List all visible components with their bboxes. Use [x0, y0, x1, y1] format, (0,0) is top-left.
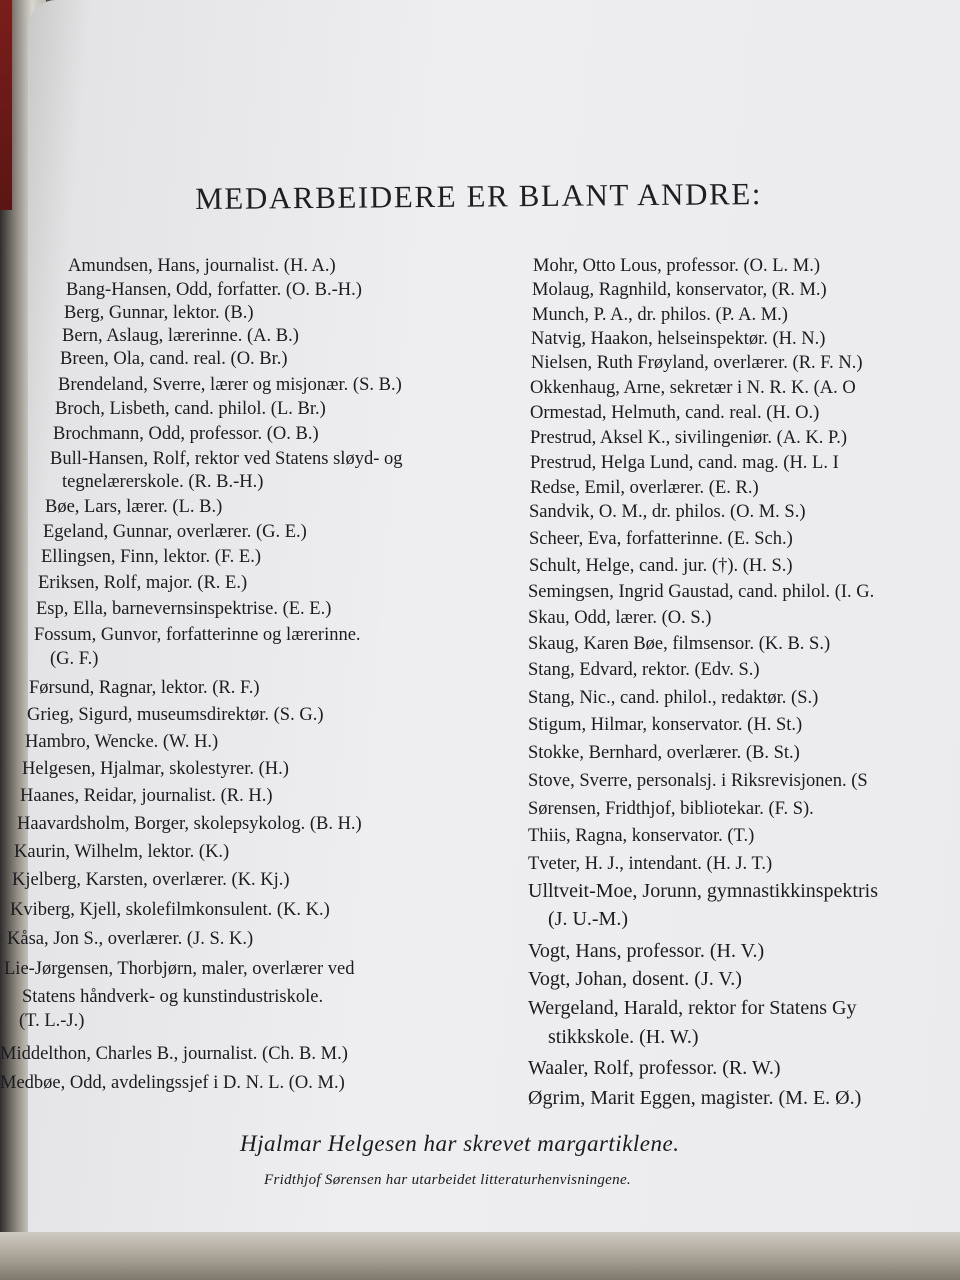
right-column-entry: Sandvik, O. M., dr. philos. (O. M. S.): [529, 502, 806, 522]
right-column-entry: Skaug, Karen Bøe, filmsensor. (K. B. S.): [528, 634, 831, 654]
left-column-entry: Breen, Ola, cand. real. (O. Br.): [60, 349, 288, 369]
right-column-entry: (J. U.-M.): [548, 908, 628, 930]
page-title: MEDARBEIDERE ER BLANT ANDRE:: [195, 176, 763, 216]
right-column-entry: Thiis, Ragna, konservator. (T.): [528, 826, 755, 846]
left-column-entry: Berg, Gunnar, lektor. (B.): [64, 303, 254, 323]
right-column-entry: Skau, Odd, lærer. (O. S.): [528, 608, 712, 628]
right-column-entry: Natvig, Haakon, helseinspektør. (H. N.): [531, 329, 826, 349]
left-column-entry: Amundsen, Hans, journalist. (H. A.): [68, 256, 336, 276]
right-column-entry: Stove, Sverre, personalsj. i Riksrevisjonen. (S: [528, 771, 868, 791]
left-column-entry: Esp, Ella, barnevernsinspektrise. (E. E.): [36, 599, 332, 619]
left-column-entry: Middelthon, Charles B., journalist. (Ch. B. M.): [0, 1044, 348, 1064]
left-column-entry: Broch, Lisbeth, cand. philol. (L. Br.): [55, 399, 326, 419]
right-column-entry: Redse, Emil, overlærer. (E. R.): [530, 478, 759, 498]
right-column-entry: Mohr, Otto Lous, professor. (O. L. M.): [533, 256, 821, 276]
left-column-entry: Egeland, Gunnar, overlærer. (G. E.): [43, 522, 307, 542]
left-column-entry: Helgesen, Hjalmar, skolestyrer. (H.): [22, 759, 289, 779]
right-column-entry: Stang, Edvard, rektor. (Edv. S.): [528, 660, 760, 680]
left-column-entry: Haavardsholm, Borger, skolepsykolog. (B. H.): [17, 814, 362, 834]
right-column-entry: Prestrud, Helga Lund, cand. mag. (H. L. I: [530, 453, 839, 473]
left-column-entry: Kaurin, Wilhelm, lektor. (K.): [14, 842, 230, 862]
left-column-entry: Kåsa, Jon S., overlærer. (J. S. K.): [7, 929, 254, 949]
right-column-entry: Nielsen, Ruth Frøyland, overlærer. (R. F. N.): [531, 353, 863, 373]
right-column-entry: Ormestad, Helmuth, cand. real. (H. O.): [530, 403, 820, 423]
left-column-entry: Fossum, Gunvor, forfatterinne og lærerinne.: [34, 625, 361, 645]
right-column-entry: Prestrud, Aksel K., sivilingeniør. (A. K. P.): [530, 428, 848, 448]
table-surface: [0, 1232, 960, 1280]
right-column-entry: Vogt, Johan, dosent. (J. V.): [528, 968, 742, 990]
right-column-entry: Munch, P. A., dr. philos. (P. A. M.): [532, 305, 788, 325]
right-column-entry: Vogt, Hans, professor. (H. V.): [528, 940, 765, 962]
left-column-entry: Bøe, Lars, lærer. (L. B.): [45, 497, 223, 517]
right-column-entry: Scheer, Eva, forfatterinne. (E. Sch.): [529, 529, 793, 549]
right-column-entry: Øgrim, Marit Eggen, magister. (M. E. Ø.): [528, 1087, 862, 1109]
book-cover-edge: [0, 0, 12, 210]
left-column-entry: Bang-Hansen, Odd, forfatter. (O. B.-H.): [66, 280, 362, 300]
left-column-entry: Brochmann, Odd, professor. (O. B.): [53, 424, 319, 444]
left-column-entry: Brendeland, Sverre, lærer og misjonær. (S. B.): [58, 375, 402, 395]
right-column-entry: Stang, Nic., cand. philol., redaktør. (S.): [528, 688, 819, 708]
footer-note-secondary: Fridthjof Sørensen har utarbeidet litteraturhenvisningene.: [264, 1172, 631, 1188]
left-column-entry: Bull-Hansen, Rolf, rektor ved Statens sløyd- og: [50, 449, 403, 469]
footer-note-primary: Hjalmar Helgesen har skrevet margartiklene.: [240, 1131, 680, 1156]
left-column-entry: Ellingsen, Finn, lektor. (F. E.): [41, 547, 261, 567]
left-column-entry: Eriksen, Rolf, major. (R. E.): [38, 573, 248, 593]
left-column-entry: Medbøe, Odd, avdelingssjef i D. N. L. (O. M.): [0, 1073, 345, 1093]
left-column-entry: Kjelberg, Karsten, overlærer. (K. Kj.): [12, 870, 290, 890]
right-column-entry: Tveter, H. J., intendant. (H. J. T.): [528, 854, 773, 874]
right-column-entry: Schult, Helge, cand. jur. (†). (H. S.): [529, 556, 793, 576]
right-column-entry: Stokke, Bernhard, overlærer. (B. St.): [528, 743, 800, 763]
left-column-entry: Grieg, Sigurd, museumsdirektør. (S. G.): [27, 705, 324, 725]
right-column-entry: stikkskole. (H. W.): [548, 1026, 699, 1048]
left-column-entry: Haanes, Reidar, journalist. (R. H.): [20, 786, 273, 806]
right-column-entry: Okkenhaug, Arne, sekretær i N. R. K. (A. O: [530, 378, 856, 398]
right-column-entry: Waaler, Rolf, professor. (R. W.): [528, 1057, 781, 1079]
right-column-entry: Wergeland, Harald, rektor for Statens Gy: [528, 997, 857, 1019]
right-column-entry: Ulltveit-Moe, Jorunn, gymnastikkinspektris: [528, 880, 878, 902]
left-column-entry: Lie-Jørgensen, Thorbjørn, maler, overlærer ved: [4, 959, 355, 979]
right-column-entry: Semingsen, Ingrid Gaustad, cand. philol. (I. G.: [528, 582, 875, 602]
right-column-entry: Stigum, Hilmar, konservator. (H. St.): [528, 715, 803, 735]
right-column-entry: Molaug, Ragnhild, konservator, (R. M.): [532, 280, 827, 300]
left-column-entry: tegnelærerskole. (R. B.-H.): [62, 472, 264, 492]
left-column-entry: (T. L.-J.): [19, 1011, 85, 1031]
left-column-entry: Kviberg, Kjell, skolefilmkonsulent. (K. K.): [10, 900, 330, 920]
left-column-entry: Bern, Aslaug, lærerinne. (A. B.): [62, 326, 299, 346]
left-column-entry: Statens håndverk- og kunstindustriskole.: [22, 987, 324, 1007]
right-column-entry: Sørensen, Fridthjof, bibliotekar. (F. S).: [528, 799, 814, 819]
left-column-entry: Hambro, Wencke. (W. H.): [25, 732, 219, 752]
left-column-entry: Førsund, Ragnar, lektor. (R. F.): [29, 678, 260, 698]
left-column-entry: (G. F.): [50, 649, 99, 669]
